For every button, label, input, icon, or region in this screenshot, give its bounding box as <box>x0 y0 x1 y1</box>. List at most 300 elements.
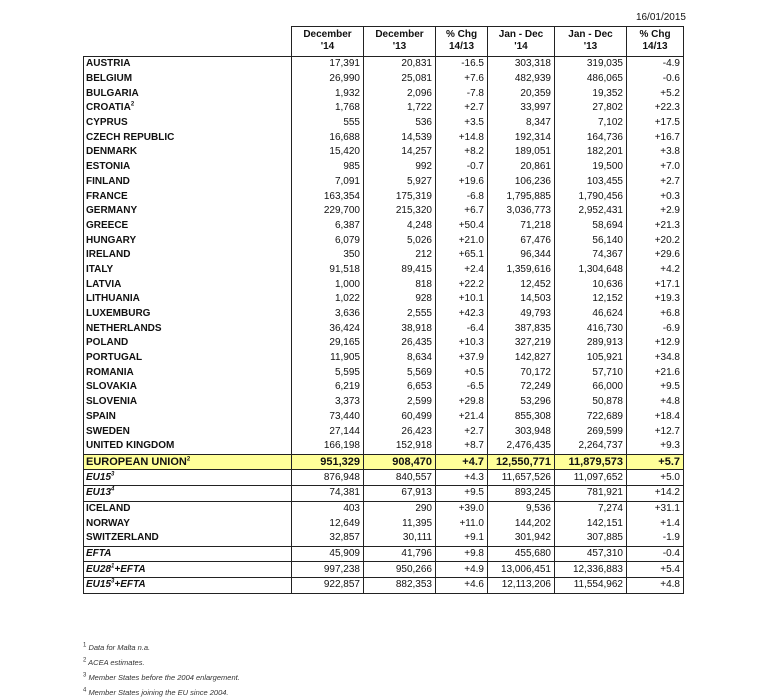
footnote-marker: 3 <box>111 579 115 586</box>
column-header-line2: 14/13 <box>642 41 668 52</box>
value-cell: 486,065 <box>555 72 627 87</box>
country-label: AUSTRIA <box>86 58 131 70</box>
value-cell: 163,354 <box>292 189 364 204</box>
value-cell: +1.4 <box>627 516 684 531</box>
country-name <box>84 248 292 263</box>
country-name <box>84 263 292 278</box>
value-cell: -6.9 <box>627 321 684 336</box>
column-header <box>627 27 684 57</box>
value-cell: 1,932 <box>292 86 364 101</box>
value-cell: +4.9 <box>436 562 488 578</box>
value-cell: 2,096 <box>364 86 436 101</box>
table-row <box>84 130 684 145</box>
value-cell: 45,909 <box>292 546 364 562</box>
value-cell: 457,310 <box>555 546 627 562</box>
value-cell: +29.8 <box>436 395 488 410</box>
value-cell: 192,314 <box>488 130 555 145</box>
footnote <box>83 670 240 685</box>
table-row <box>84 233 684 248</box>
value-cell: +9.3 <box>627 439 684 454</box>
value-cell: 11,097,652 <box>555 470 627 486</box>
table-row <box>84 562 684 578</box>
country-name <box>84 130 292 145</box>
value-cell: 229,700 <box>292 204 364 219</box>
footnote-marker: 4 <box>111 486 115 493</box>
value-cell: 319,035 <box>555 57 627 72</box>
country-label: CZECH REPUBLIC <box>86 131 175 143</box>
footnote-text: Data for Malta n.a. <box>88 643 151 652</box>
country-label: EFTA <box>86 548 112 560</box>
value-cell: 58,694 <box>555 219 627 234</box>
country-name <box>84 380 292 395</box>
value-cell: 2,952,431 <box>555 204 627 219</box>
footnote-marker: 1 <box>111 563 115 570</box>
report-date: 16/01/2015 <box>635 12 686 23</box>
value-cell: +37.9 <box>436 351 488 366</box>
value-cell: +2.9 <box>627 204 684 219</box>
value-cell: 403 <box>292 501 364 516</box>
country-name <box>84 365 292 380</box>
column-header-line1: Jan - Dec <box>568 29 613 40</box>
value-cell: 7,102 <box>555 116 627 131</box>
value-cell: 14,539 <box>364 130 436 145</box>
table-row <box>84 380 684 395</box>
table-row <box>84 501 684 516</box>
value-cell: +9.5 <box>436 485 488 501</box>
value-cell: 1,304,648 <box>555 263 627 278</box>
country-label: SWITZERLAND <box>86 532 159 544</box>
country-name <box>84 485 292 501</box>
value-cell: +22.3 <box>627 101 684 116</box>
value-cell: +11.0 <box>436 516 488 531</box>
table-row <box>84 395 684 410</box>
value-cell: 60,499 <box>364 410 436 425</box>
country-label: SPAIN <box>86 410 116 422</box>
value-cell: 10,636 <box>555 277 627 292</box>
country-name <box>84 86 292 101</box>
table-row <box>84 321 684 336</box>
value-cell: 818 <box>364 277 436 292</box>
value-cell: 5,595 <box>292 365 364 380</box>
column-header-line1: December <box>303 29 352 40</box>
column-header-line2: '14 <box>514 41 528 52</box>
country-name <box>84 292 292 307</box>
value-cell: +65.1 <box>436 248 488 263</box>
country-label: CROATIA <box>86 102 131 114</box>
value-cell: 53,296 <box>488 395 555 410</box>
footnote-text: Member States before the 2004 enlargement. <box>88 673 240 682</box>
value-cell: -6.5 <box>436 380 488 395</box>
table-row <box>84 307 684 322</box>
table-row <box>84 485 684 501</box>
value-cell: 2,599 <box>364 395 436 410</box>
value-cell: 290 <box>364 501 436 516</box>
country-name <box>84 101 292 116</box>
table-row <box>84 57 684 72</box>
value-cell: 12,649 <box>292 516 364 531</box>
value-cell: 33,997 <box>488 101 555 116</box>
country-label: BELGIUM <box>86 73 133 85</box>
table-row <box>84 516 684 531</box>
country-name <box>84 578 292 594</box>
value-cell: +14.2 <box>627 485 684 501</box>
value-cell: 928 <box>364 292 436 307</box>
value-cell: 11,905 <box>292 351 364 366</box>
value-cell: 20,831 <box>364 57 436 72</box>
footnote-text: Member States joining the EU since 2004. <box>88 688 229 697</box>
country-name <box>84 546 292 562</box>
value-cell: +4.2 <box>627 263 684 278</box>
value-cell: 3,636 <box>292 307 364 322</box>
country-name <box>84 233 292 248</box>
value-cell: 19,500 <box>555 160 627 175</box>
value-cell: -4.9 <box>627 57 684 72</box>
value-cell: +0.5 <box>436 365 488 380</box>
value-cell: 951,329 <box>292 454 364 470</box>
table-body <box>84 57 684 594</box>
table-row <box>84 204 684 219</box>
country-label-suffix: +EFTA <box>114 579 146 591</box>
value-cell: 67,476 <box>488 233 555 248</box>
country-name <box>84 424 292 439</box>
table-row <box>84 248 684 263</box>
country-name <box>84 410 292 425</box>
value-cell: 455,680 <box>488 546 555 562</box>
value-cell: 182,201 <box>555 145 627 160</box>
value-cell: 7,274 <box>555 501 627 516</box>
country-label: ROMANIA <box>86 366 134 378</box>
country-label: HUNGARY <box>86 234 137 246</box>
value-cell: 212 <box>364 248 436 263</box>
column-header-line2: '13 <box>583 41 598 52</box>
country-name <box>84 189 292 204</box>
value-cell: 1,722 <box>364 101 436 116</box>
column-header-line1: % Chg <box>639 29 671 40</box>
value-cell: +8.2 <box>436 145 488 160</box>
value-cell: +5.2 <box>627 86 684 101</box>
table-row <box>84 424 684 439</box>
country-name <box>84 336 292 351</box>
value-cell: 12,336,883 <box>555 562 627 578</box>
value-cell: 71,218 <box>488 219 555 234</box>
value-cell: 882,353 <box>364 578 436 594</box>
country-label: FRANCE <box>86 190 128 202</box>
country-name <box>84 204 292 219</box>
value-cell: 8,634 <box>364 351 436 366</box>
country-name <box>84 470 292 486</box>
footnote-number: 3 <box>83 672 87 679</box>
value-cell: 74,381 <box>292 485 364 501</box>
table-row <box>84 263 684 278</box>
value-cell: 106,236 <box>488 175 555 190</box>
footnote <box>83 655 240 670</box>
value-cell: 855,308 <box>488 410 555 425</box>
table-header <box>84 27 684 57</box>
value-cell: 11,395 <box>364 516 436 531</box>
country-label-suffix: +EFTA <box>114 563 146 575</box>
value-cell: 12,452 <box>488 277 555 292</box>
value-cell: 144,202 <box>488 516 555 531</box>
value-cell: +2.7 <box>436 101 488 116</box>
country-label: LATVIA <box>86 278 122 290</box>
value-cell: 41,796 <box>364 546 436 562</box>
footnote-number: 1 <box>83 642 87 649</box>
country-label: CYPRUS <box>86 117 128 129</box>
value-cell: +29.6 <box>627 248 684 263</box>
value-cell: 19,352 <box>555 86 627 101</box>
value-cell: +9.5 <box>627 380 684 395</box>
country-name <box>84 501 292 516</box>
value-cell: +31.1 <box>627 501 684 516</box>
value-cell: 142,151 <box>555 516 627 531</box>
column-header-line2: '14 <box>320 41 335 52</box>
value-cell: 387,835 <box>488 321 555 336</box>
value-cell: 536 <box>364 116 436 131</box>
value-cell: 57,710 <box>555 365 627 380</box>
value-cell: 908,470 <box>364 454 436 470</box>
value-cell: +4.8 <box>627 578 684 594</box>
column-header-line1: December <box>375 29 424 40</box>
value-cell: +5.0 <box>627 470 684 486</box>
value-cell: 25,081 <box>364 72 436 87</box>
value-cell: 301,942 <box>488 531 555 546</box>
value-cell: 997,238 <box>292 562 364 578</box>
value-cell: 327,219 <box>488 336 555 351</box>
value-cell: 38,918 <box>364 321 436 336</box>
value-cell: 32,857 <box>292 531 364 546</box>
value-cell: +7.6 <box>436 72 488 87</box>
table-row <box>84 86 684 101</box>
country-label: PORTUGAL <box>86 352 143 364</box>
value-cell: 20,359 <box>488 86 555 101</box>
value-cell: 14,503 <box>488 292 555 307</box>
value-cell: 9,536 <box>488 501 555 516</box>
value-cell: 27,802 <box>555 101 627 116</box>
value-cell: 152,918 <box>364 439 436 454</box>
value-cell: +34.8 <box>627 351 684 366</box>
value-cell: 73,440 <box>292 410 364 425</box>
value-cell: 11,657,526 <box>488 470 555 486</box>
value-cell: 722,689 <box>555 410 627 425</box>
value-cell: +12.7 <box>627 424 684 439</box>
value-cell: 91,518 <box>292 263 364 278</box>
table-row <box>84 277 684 292</box>
column-header-line2: '13 <box>392 41 407 52</box>
value-cell: 992 <box>364 160 436 175</box>
value-cell: 74,367 <box>555 248 627 263</box>
value-cell: 985 <box>292 160 364 175</box>
value-cell: 6,079 <box>292 233 364 248</box>
column-header <box>436 27 488 57</box>
table-row <box>84 160 684 175</box>
table-row <box>84 578 684 594</box>
value-cell: +21.0 <box>436 233 488 248</box>
value-cell: +19.6 <box>436 175 488 190</box>
value-cell: +14.8 <box>436 130 488 145</box>
country-name <box>84 145 292 160</box>
table-row <box>84 145 684 160</box>
value-cell: 27,144 <box>292 424 364 439</box>
value-cell: 26,435 <box>364 336 436 351</box>
value-cell: 166,198 <box>292 439 364 454</box>
value-cell: 175,319 <box>364 189 436 204</box>
value-cell: +42.3 <box>436 307 488 322</box>
value-cell: -0.6 <box>627 72 684 87</box>
value-cell: 67,913 <box>364 485 436 501</box>
table-row <box>84 219 684 234</box>
value-cell: 1,022 <box>292 292 364 307</box>
column-header-line1: % Chg <box>445 29 478 40</box>
value-cell: +39.0 <box>436 501 488 516</box>
value-cell: 50,878 <box>555 395 627 410</box>
country-label: LUXEMBURG <box>86 308 151 320</box>
value-cell: 17,391 <box>292 57 364 72</box>
value-cell: +3.8 <box>627 145 684 160</box>
value-cell: 46,624 <box>555 307 627 322</box>
value-cell: 5,927 <box>364 175 436 190</box>
country-name <box>84 277 292 292</box>
country-name <box>84 160 292 175</box>
value-cell: +21.6 <box>627 365 684 380</box>
column-header <box>364 27 436 57</box>
value-cell: +6.7 <box>436 204 488 219</box>
value-cell: 6,653 <box>364 380 436 395</box>
header-blank <box>84 27 292 57</box>
country-name <box>84 175 292 190</box>
value-cell: 36,424 <box>292 321 364 336</box>
value-cell: 30,111 <box>364 531 436 546</box>
country-label: ITALY <box>86 263 114 275</box>
table-row <box>84 351 684 366</box>
value-cell: 66,000 <box>555 380 627 395</box>
value-cell: 840,557 <box>364 470 436 486</box>
country-name <box>84 321 292 336</box>
value-cell: 1,768 <box>292 101 364 116</box>
country-name <box>84 516 292 531</box>
value-cell: +8.7 <box>436 439 488 454</box>
value-cell: +3.5 <box>436 116 488 131</box>
table-row <box>84 336 684 351</box>
table-row <box>84 189 684 204</box>
value-cell: 350 <box>292 248 364 263</box>
country-label: SWEDEN <box>86 425 130 437</box>
footnote-marker: 3 <box>111 471 115 478</box>
value-cell: 26,990 <box>292 72 364 87</box>
country-name <box>84 531 292 546</box>
value-cell: 289,913 <box>555 336 627 351</box>
value-cell: 781,921 <box>555 485 627 501</box>
table-row <box>84 175 684 190</box>
value-cell: +7.0 <box>627 160 684 175</box>
country-name <box>84 57 292 72</box>
value-cell: -6.8 <box>436 189 488 204</box>
country-name <box>84 439 292 454</box>
value-cell: +12.9 <box>627 336 684 351</box>
value-cell: +2.4 <box>436 263 488 278</box>
table-row <box>84 365 684 380</box>
value-cell: 3,036,773 <box>488 204 555 219</box>
table-row <box>84 101 684 116</box>
footnote-number: 4 <box>83 687 87 694</box>
value-cell: 72,249 <box>488 380 555 395</box>
value-cell: +2.7 <box>627 175 684 190</box>
country-label: SLOVAKIA <box>86 381 137 393</box>
column-header <box>292 27 364 57</box>
value-cell: 555 <box>292 116 364 131</box>
value-cell: +50.4 <box>436 219 488 234</box>
country-label: POLAND <box>86 337 129 349</box>
value-cell: 6,387 <box>292 219 364 234</box>
country-name <box>84 116 292 131</box>
value-cell: 70,172 <box>488 365 555 380</box>
value-cell: 893,245 <box>488 485 555 501</box>
country-label: EU28 <box>86 563 112 575</box>
value-cell: -0.7 <box>436 160 488 175</box>
value-cell: 103,455 <box>555 175 627 190</box>
country-label: EU15 <box>86 579 112 591</box>
footnote-marker: 2 <box>130 102 135 109</box>
country-label: SLOVENIA <box>86 396 138 408</box>
value-cell: +22.2 <box>436 277 488 292</box>
value-cell: 7,091 <box>292 175 364 190</box>
value-cell: 105,921 <box>555 351 627 366</box>
footnote <box>83 685 240 700</box>
value-cell: 3,373 <box>292 395 364 410</box>
value-cell: +6.8 <box>627 307 684 322</box>
value-cell: 303,948 <box>488 424 555 439</box>
value-cell: +9.8 <box>436 546 488 562</box>
value-cell: 922,857 <box>292 578 364 594</box>
value-cell: 876,948 <box>292 470 364 486</box>
country-name <box>84 395 292 410</box>
value-cell: 2,555 <box>364 307 436 322</box>
value-cell: +9.1 <box>436 531 488 546</box>
value-cell: 303,318 <box>488 57 555 72</box>
value-cell: 142,827 <box>488 351 555 366</box>
value-cell: 482,939 <box>488 72 555 87</box>
table-row <box>84 470 684 486</box>
value-cell: +19.3 <box>627 292 684 307</box>
value-cell: 8,347 <box>488 116 555 131</box>
value-cell: 13,006,451 <box>488 562 555 578</box>
value-cell: 5,026 <box>364 233 436 248</box>
value-cell: +4.3 <box>436 470 488 486</box>
country-label: NORWAY <box>86 517 130 529</box>
value-cell: 1,000 <box>292 277 364 292</box>
country-label: GERMANY <box>86 205 138 217</box>
table-row <box>84 546 684 562</box>
value-cell: 189,051 <box>488 145 555 160</box>
value-cell: 15,420 <box>292 145 364 160</box>
value-cell: 56,140 <box>555 233 627 248</box>
country-label: EU15 <box>86 471 112 483</box>
country-label: FINLAND <box>86 175 130 187</box>
value-cell: +0.3 <box>627 189 684 204</box>
column-header <box>555 27 627 57</box>
value-cell: -1.9 <box>627 531 684 546</box>
value-cell: +2.7 <box>436 424 488 439</box>
value-cell: 4,248 <box>364 219 436 234</box>
value-cell: +17.5 <box>627 116 684 131</box>
country-label: BULGARIA <box>86 87 139 99</box>
value-cell: -6.4 <box>436 321 488 336</box>
value-cell: 12,152 <box>555 292 627 307</box>
value-cell: 1,790,456 <box>555 189 627 204</box>
value-cell: 416,730 <box>555 321 627 336</box>
column-header-line2: 14/13 <box>448 41 475 52</box>
footnote-marker: 2 <box>186 456 191 463</box>
value-cell: -16.5 <box>436 57 488 72</box>
